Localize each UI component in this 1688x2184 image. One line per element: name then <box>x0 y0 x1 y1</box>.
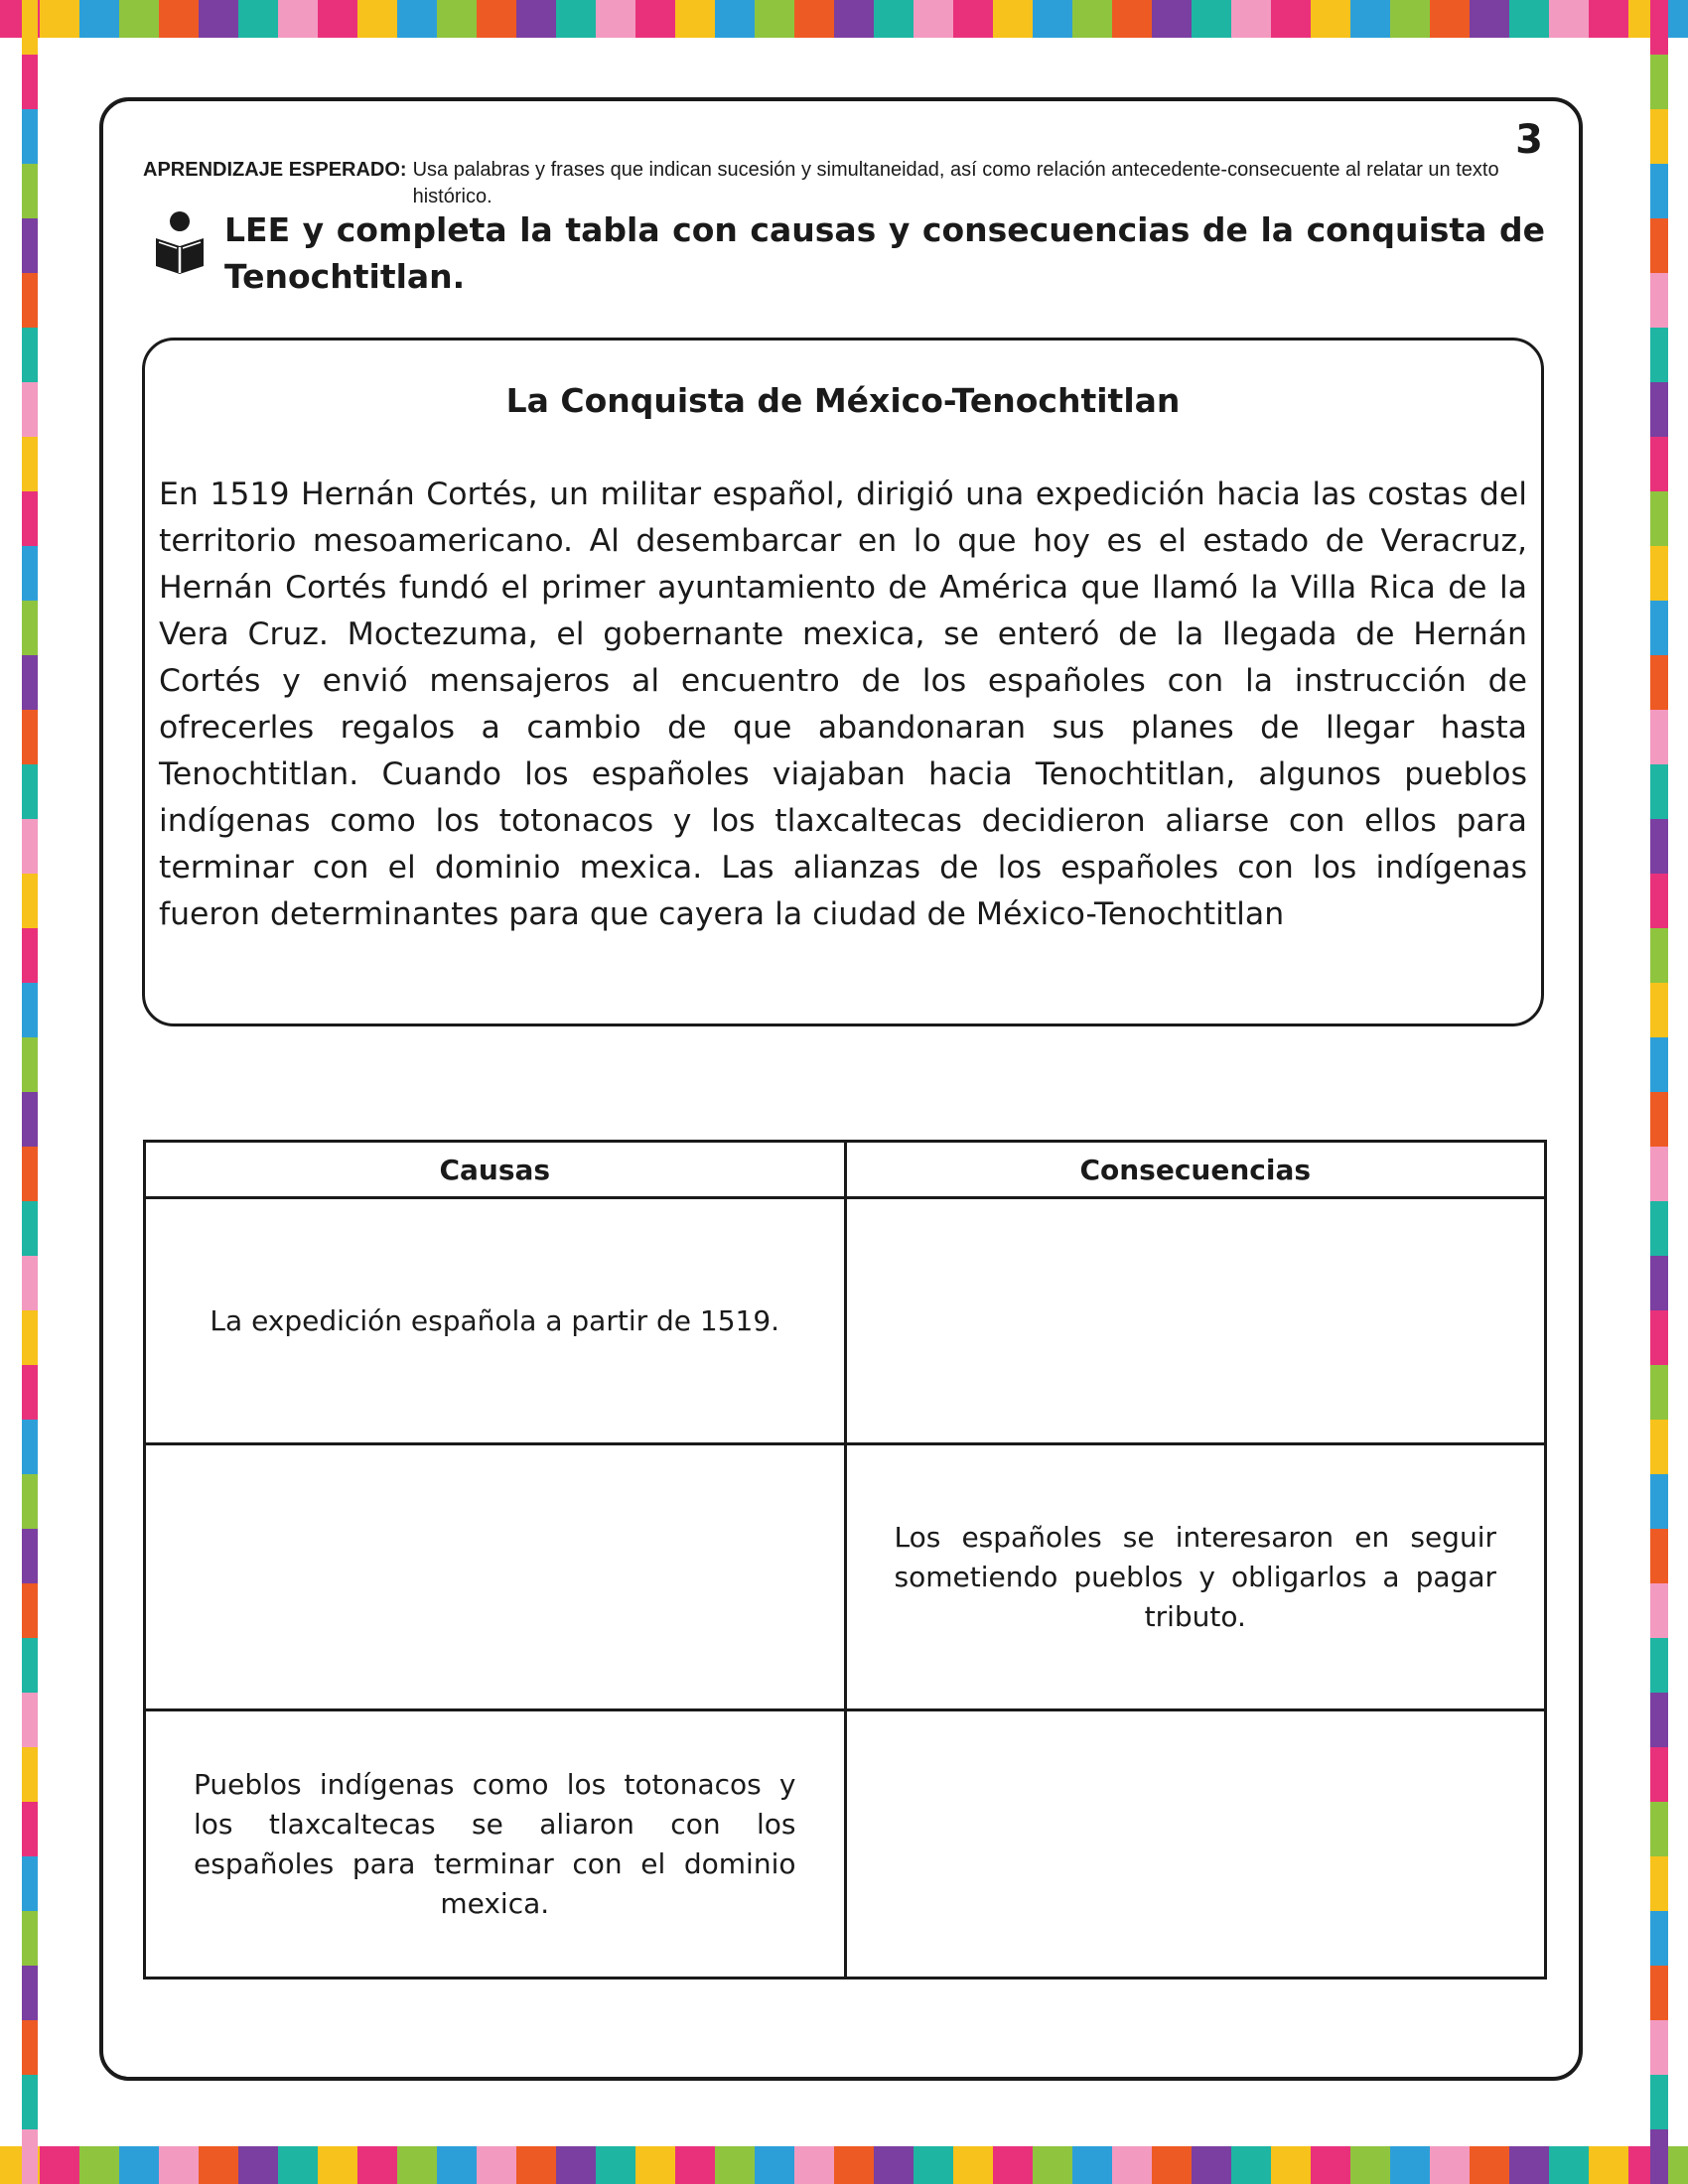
cause-cell-3: Pueblos indígenas como los totonacos y los tlaxcaltecas se aliaron con los españoles para terminar con el dominio mexica. <box>145 1710 846 1979</box>
reading-body: En 1519 Hernán Cortés, un militar español, dirigió una expedición hacia las costas del territorio mesoamericano. Al desembarcar en lo que hoy es el estado de Veracruz, Hernán Cortés fundó el primer ayuntamiento de América que llamó la Villa Rica de la Vera Cruz. Moctezuma, el gobernante mexica, se enteró de la llegada de Hernán Cortés y envió mensajeros al encuentro de los españoles con la instrucción de ofrecerles regalos a cambio de que abandonaran sus planes de llegar hasta Tenochtitlan. Cuando los españoles viajaban hacia Tenochtitlan, algunos pueblos indígenas como los totonacos y los tlaxcaltecas decidieron aliarse con ellos para terminar con el dominio mexica. Las alianzas de los españoles con los indígenas fueron determinantes para que cayera la ciudad de México-Tenochtitlan <box>159 477 1527 932</box>
decorative-right-border <box>1650 0 1668 2184</box>
table-row <box>145 1198 1546 1444</box>
learning-objective-text: Usa palabras y frases que indican sucesión y simultaneidad, así como relación antecedente-consecuente al relatar un texto histórico. <box>412 159 1499 207</box>
decorative-top-border <box>0 0 1688 38</box>
decorative-left-border <box>22 0 38 2184</box>
consequence-cell-2: Los españoles se interesaron en seguir sometiendo pueblos y obligarlos a pagar tributo. <box>845 1444 1546 1710</box>
causes-consequences-table <box>143 1140 1547 1972</box>
decorative-bottom-border <box>0 2146 1688 2184</box>
consequence-cell-1[interactable] <box>845 1198 1546 1444</box>
header-causes: Causas <box>145 1142 846 1198</box>
table-row <box>145 1444 1546 1710</box>
header-consequences: Consecuencias <box>845 1142 1546 1198</box>
reader-book-icon <box>153 210 207 274</box>
cause-cell-2[interactable] <box>145 1444 846 1710</box>
cause-cell-1: La expedición española a partir de 1519. <box>145 1198 846 1444</box>
table-header-row <box>145 1142 1546 1198</box>
reading-title: La Conquista de México-Tenochtitlan <box>505 381 1181 420</box>
page-number: 3 <box>1515 117 1543 163</box>
instruction-text: LEE y completa la tabla con causas y consecuencias de la conquista de Tenochtitlan. <box>224 210 1545 296</box>
consequence-cell-3[interactable] <box>845 1710 1546 1979</box>
learning-objective <box>143 157 1503 210</box>
learning-objective-label: APRENDIZAJE ESPERADO: <box>143 159 407 181</box>
table-row <box>145 1710 1546 1979</box>
